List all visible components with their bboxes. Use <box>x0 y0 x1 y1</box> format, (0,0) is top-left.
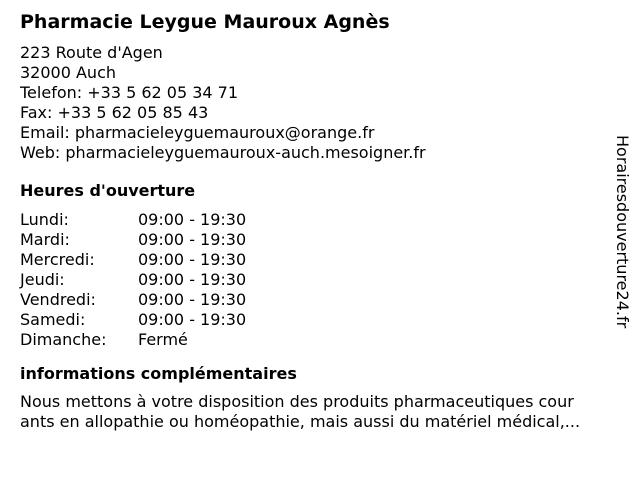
opening-hours-table <box>20 210 610 350</box>
hours-row-friday <box>20 290 610 310</box>
info-line: Nous mettons à votre disposition des produits pharmaceutiques cour <box>20 392 574 411</box>
day-label: Mardi: <box>20 230 70 249</box>
brand-watermark <box>612 135 632 371</box>
additional-info-text <box>20 392 620 432</box>
day-hours: Fermé <box>138 330 188 349</box>
hours-row-wednesday <box>20 250 610 270</box>
contact-block <box>20 43 610 163</box>
hours-row-thursday <box>20 270 610 290</box>
hours-row-sunday <box>20 330 610 350</box>
day-hours: 09:00 - 19:30 <box>138 250 247 269</box>
additional-info-heading: informations complémentaires <box>20 364 297 383</box>
day-label: Lundi: <box>20 210 69 229</box>
day-label: Mercredi: <box>20 250 95 269</box>
day-label: Dimanche: <box>20 330 107 349</box>
info-line: ants en allopathie ou homéopathie, mais aussi du matériel médical,... <box>20 412 581 431</box>
day-hours: 09:00 - 19:30 <box>138 310 247 329</box>
street-address: 223 Route d'Agen <box>20 43 163 62</box>
day-label: Jeudi: <box>20 270 65 289</box>
hours-row-monday <box>20 210 610 230</box>
hours-row-tuesday <box>20 230 610 250</box>
hours-row-saturday <box>20 310 610 330</box>
pharmacy-name: Pharmacie Leygue Mauroux Agnès <box>20 11 390 33</box>
fax-number: Fax: +33 5 62 05 85 43 <box>20 103 209 122</box>
email-address: Email: pharmacieleyguemauroux@orange.fr <box>20 123 375 142</box>
day-hours: 09:00 - 19:30 <box>138 270 247 289</box>
brand-text: Horairesdouverture24.fr <box>613 135 632 329</box>
day-hours: 09:00 - 19:30 <box>138 230 247 249</box>
day-label: Vendredi: <box>20 290 96 309</box>
city-postcode: 32000 Auch <box>20 63 117 82</box>
day-hours: 09:00 - 19:30 <box>138 210 247 229</box>
website-address: Web: pharmacieleyguemauroux-auch.mesoigner.fr <box>20 143 426 162</box>
opening-hours-heading: Heures d'ouverture <box>20 181 196 200</box>
pharmacy-card <box>20 10 610 432</box>
day-label: Samedi: <box>20 310 86 329</box>
day-hours: 09:00 - 19:30 <box>138 290 247 309</box>
phone-number: Telefon: +33 5 62 05 34 71 <box>20 83 239 102</box>
